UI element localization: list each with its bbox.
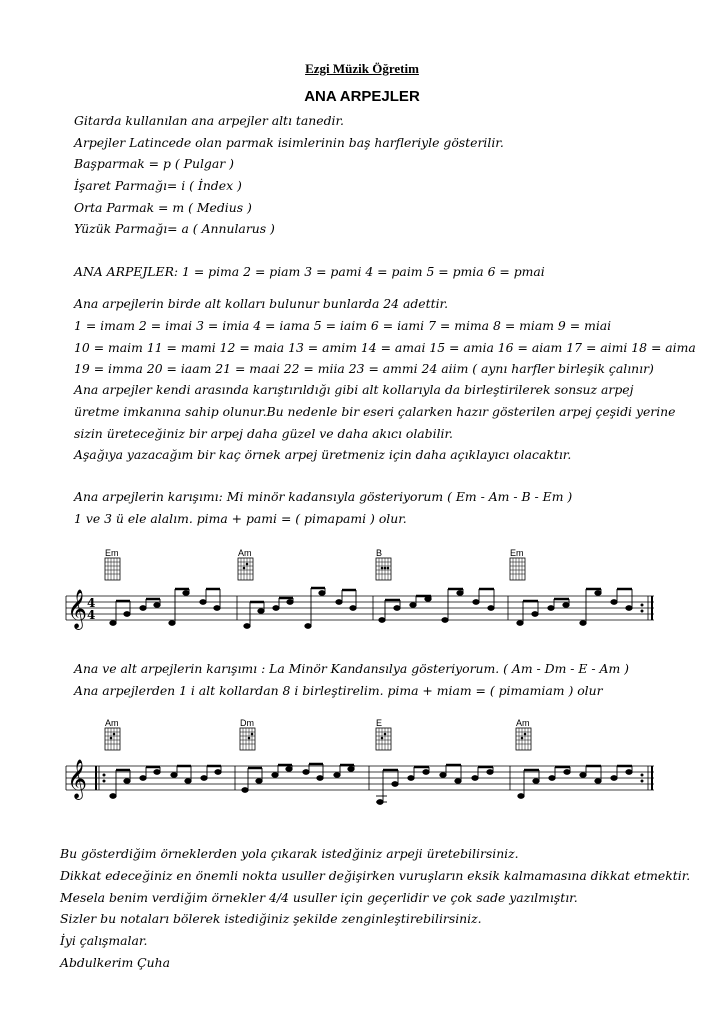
sub-arpeggios-line: üretme imkanına sahip olunur.Bu nedenle bir eseri çalarken hazır gösterilen arpej çeşidi yerine — [74, 404, 676, 419]
chord-name: B — [376, 548, 383, 558]
closing-line: Dikkat edeceğiniz en önemli nokta usuller değişirken vuruşların eksik kalmamasına dikkat etmektir. — [60, 868, 691, 883]
chord-name: Em — [105, 548, 119, 558]
sub-arpeggios-line: 19 = imma 20 = iaam 21 = maai 22 = miia 23 = ammi 24 aiim ( aynı harfler birleşik çalınır) — [74, 361, 654, 376]
closing-line: İyi çalışmalar. — [60, 933, 148, 948]
music-staff-2 — [0, 710, 724, 815]
closing-line: Sizler bu notaları bölerek istediğiniz şekilde zenginleştirebilirsiniz. — [60, 911, 482, 926]
school-name: Ezgi Müzik Öğretim — [305, 61, 419, 76]
closing-line: Mesela benim verdiğim örnekler 4/4 usuller için geçerlidir ve çok sade yazılmıştır. — [60, 890, 578, 905]
chord-name: Am — [238, 548, 252, 558]
chord-diagrams — [105, 718, 531, 750]
sub-arpeggios-line: Ana arpejlerin birde alt kolları bulunur bunlarda 24 adettir. — [74, 296, 449, 311]
chord-name: Am — [105, 718, 119, 728]
example1-line: Ana arpejlerin karışımı: Mi minör kadansıyla gösteriyorum ( Em - Am - B - Em ) — [74, 489, 573, 504]
intro-line: Başparmak = p ( Pulgar ) — [74, 156, 234, 171]
sub-arpeggios-line: sizin üreteceğiniz bir arpej daha güzel ve daha akıcı olabilir. — [74, 426, 453, 441]
intro-line: Gitarda kullanılan ana arpejler altı tanedir. — [74, 113, 344, 128]
author-signature: Abdulkerim Çuha — [60, 955, 170, 970]
chord-name: E — [376, 718, 383, 728]
music-staff-1 — [0, 540, 724, 645]
example2-line: Ana ve alt arpejlerin karışımı : La Minör Kandansılya gösteriyorum. ( Am - Dm - E - Am ) — [74, 661, 630, 676]
example1-line: 1 ve 3 ü ele alalım. pima + pami = ( pimapami ) olur. — [74, 511, 407, 526]
main-arpeggios-line: ANA ARPEJLER: 1 = pima 2 = piam 3 = pami 4 = paim 5 = pmia 6 = pmai — [74, 264, 545, 279]
intro-line: Yüzük Parmağı= a ( Annularus ) — [74, 221, 275, 236]
time-signature-top: 4 — [87, 596, 96, 610]
page-title: ANA ARPEJLER — [304, 88, 420, 105]
sub-arpeggios-line: 10 = maim 11 = mami 12 = maia 13 = amim 14 = amai 15 = amia 16 = aiam 17 = aimi 18 = aima — [74, 340, 696, 355]
chord-name: Dm — [240, 718, 254, 728]
sub-arpeggios-line: Ana arpejler kendi arasında karıştırıldığı gibi alt kollarıyla da birleştirilerek sonsuz arpej — [74, 382, 634, 397]
intro-line: Orta Parmak = m ( Medius ) — [74, 200, 252, 215]
chord-name: Am — [516, 718, 530, 728]
treble-clef-icon: 𝄞 — [67, 759, 88, 799]
intro-line: Arpejler Latincede olan parmak isimlerinin baş harfleriyle gösterilir. — [74, 135, 504, 150]
intro-line: İşaret Parmağı= i ( İndex ) — [74, 178, 242, 193]
closing-line: Bu gösterdiğim örneklerden yola çıkarak istedğiniz arpeji üretebilirsiniz. — [60, 846, 519, 861]
time-signature-bottom: 4 — [87, 608, 96, 622]
sub-arpeggios-line: Aşağıya yazacağım bir kaç örnek arpej üretmeniz için daha açıklayıcı olacaktır. — [74, 447, 572, 462]
chord-diagrams — [105, 548, 525, 580]
chord-name: Em — [510, 548, 524, 558]
treble-clef-icon: 𝄞 — [67, 589, 88, 629]
sub-arpeggios-line: 1 = imam 2 = imai 3 = imia 4 = iama 5 = iaim 6 = iami 7 = mima 8 = miam 9 = miai — [74, 318, 612, 333]
example2-line: Ana arpejlerden 1 i alt kollardan 8 i birleştirelim. pima + miam = ( pimamiam ) olur — [74, 683, 603, 698]
